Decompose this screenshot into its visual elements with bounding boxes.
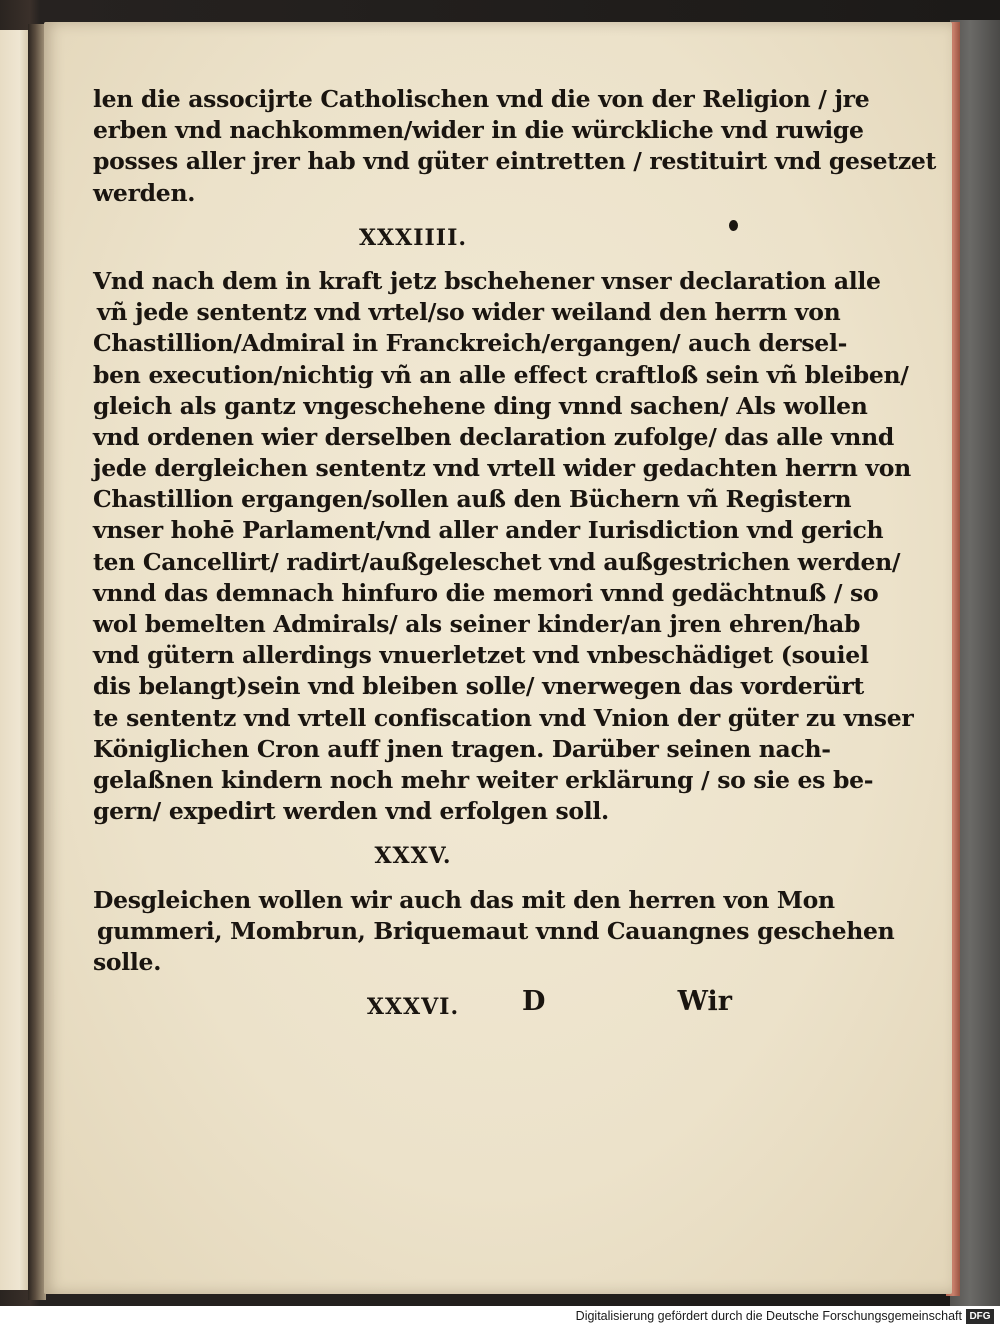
catchword-line xyxy=(522,986,732,1018)
text-line: Chastillion/Admiral in Franckreich/ergangen/ auch dersel- xyxy=(93,329,848,358)
funding-credit: Digitalisierung gefördert durch die Deutsche Forschungsgemeinschaft xyxy=(575,1309,962,1323)
text-line: jede dergleichen sententz vnd vrtell wider gedachten herrn von xyxy=(93,454,911,483)
text-line: vñ jede sententz vnd vrtel/so wider weiland den herrn von xyxy=(97,298,841,327)
text-line: vnd ordenen wier derselben declaration zufolge/ das alle vnnd xyxy=(93,422,894,451)
section-heading-xxxv: XXXV. xyxy=(374,843,452,870)
text-line: erben vnd nachkommen/wider in die würckliche vnd ruwige xyxy=(93,116,864,145)
text-line: Chastillion ergangen/sollen auß den Büchern vñ Registern xyxy=(93,485,852,514)
text-line: vnd gütern allerdings vnuerletzet vnd vnbeschädiget (souiel xyxy=(93,641,869,670)
signature-mark: D xyxy=(522,986,546,1017)
text-line: werden. xyxy=(93,178,196,207)
text-line: Königlichen Cron auff jnen tragen. Darüber seinen nach- xyxy=(93,734,831,763)
text-line: ten Cancellirt/ radirt/außgeleschet vnd außgestrichen werden/ xyxy=(93,547,901,576)
footer-bar xyxy=(0,1306,1000,1328)
text-line: gleich als gantz vngeschehene ding vnnd sachen/ Als wollen xyxy=(93,391,868,420)
text-line: ben execution/nichtig vñ an alle effect craftloß sein vñ bleiben/ xyxy=(93,360,909,389)
section-heading-xxxiiii: XXXIIII. xyxy=(358,224,468,251)
text-line: te sententz vnd vrtell confiscation vnd Vnion der güter zu vnser xyxy=(93,703,914,732)
left-facing-page xyxy=(0,30,30,1290)
text-line: Desgleichen wollen wir auch das mit den herren von Mon xyxy=(93,885,835,914)
text-line: wol bemelten Admirals/ als seiner kinder/an jren ehren/hab xyxy=(93,610,861,638)
page-text-block xyxy=(93,84,937,1035)
text-line: gelaßnen kindern noch mehr weiter erklärung / so sie es be- xyxy=(93,765,874,794)
text-line: dis belangt)sein vnd bleiben solle/ vnerwegen das vorderürt xyxy=(93,672,864,701)
text-line: vnser hohē Parlament/vnd aller ander Iurisdiction vnd gerich xyxy=(93,516,884,545)
text-line: gern/ expedirt werden vnd erfolgen soll. xyxy=(93,797,609,826)
text-line: len die associjrte Catholischen vnd die von der Religion / jre xyxy=(93,85,870,113)
text-line: vnnd das demnach hinfuro die memori vnnd gedächtnuß / so xyxy=(93,578,879,607)
text-line: gummeri, Mombrun, Briquemaut vnnd Cauangnes geschehen xyxy=(97,916,895,945)
text-line: Vnd nach dem in kraft jetz bschehener vnser declaration alle xyxy=(93,266,881,295)
text-line: posses aller jrer hab vnd güter eintretten / restituirt vnd gesetzet xyxy=(93,147,937,176)
catchword: Wir xyxy=(677,986,732,1017)
dfg-logo-icon: DFG xyxy=(966,1309,994,1324)
section-heading-xxxvi: XXXVI. xyxy=(366,994,460,1021)
text-line: solle. xyxy=(93,947,162,976)
